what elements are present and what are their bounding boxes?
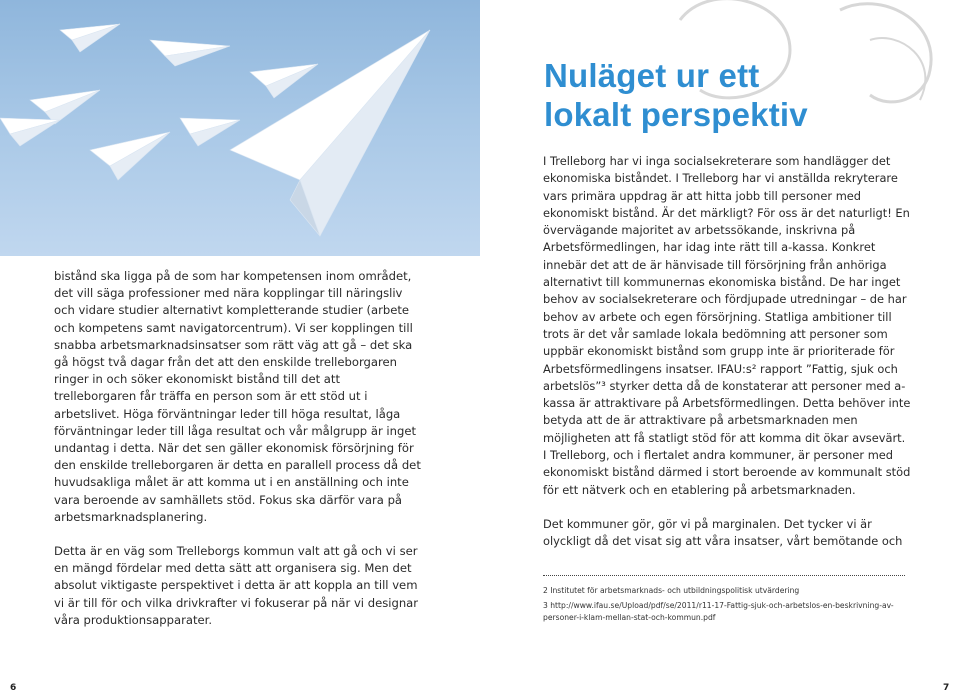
title-line-1: Nuläget ur ett	[544, 57, 760, 94]
page-number-right: 7	[943, 683, 950, 693]
right-paragraph-2: Det kommuner gör, gör vi på marginalen. Det tycker vi är olyckligt då det visat sig att våra insatser, vårt bemötande och	[543, 516, 903, 549]
paper-planes-photo	[0, 0, 480, 256]
right-paragraph-1: I Trelleborg har vi inga socialsekreterare som handlägger det ekonomiska biståndet. I Trelleborg har vi anställda rekryterare vars primära uppdrag är att hitta jobb till personer med ekonomiskt bistånd. Är det märkligt? För oss är det naturligt! En övervägande majoritet av arbetssökande, inskrivna på Arbetsförmedlingen, har idag inte rätt till a-kassa. Konkret innebär det att de är hänvisade till försörjning från anhöriga alternativt till kommunernas ekonomiska bistånd. De har inget behov av socialsekreterare och fördjupade utredningar – de har behov av arbete och egen försörjning. Statliga ambitioner till trots är det vår samlade lokala bedömning att personer som uppbär ekonomiskt bistånd som grupp inte är prioriterade för Arbetsförmedlingens insatser. IFAU:s² rapport ”Fattig, sjuk och arbetslös”³ styrker detta då de konstaterar att personer med a-kassa är attraktivare på Arbetsförmedlingen. Detta behöver inte betyda att de är attraktivare på arbetsmarknaden men möjligheten att få statligt stöd för att komma dit ökar avsevärt. I Trelleborg, och i flertalet andra kommuner, är personer med ekonomiskt bistånd därmed i stort beroende av kommunalt stöd för ett nätverk och en etablering på arbetsmarknaden.	[543, 154, 911, 497]
footnotes	[543, 585, 923, 627]
footnote-divider	[543, 575, 905, 576]
page-title	[544, 56, 808, 134]
footnote-2: 2 Institutet för arbetsmarknads- och utbildningspolitisk utvärdering	[543, 586, 800, 595]
right-column	[543, 153, 911, 551]
title-line-2: lokalt perspektiv	[544, 96, 808, 133]
footnote-3: 3 http://www.ifau.se/Upload/pdf/se/2011/r11-17-Fattig-sjuk-och-arbetslos-en-beskrivning-av-personer-i-klam-mellan-stat-och-kommun.pdf	[543, 601, 894, 622]
left-paragraph-2: Detta är en väg som Trelleborgs kommun valt att gå och vi ser en mängd fördelar med detta sätt att organisera sig. Men det absolut viktigaste perspektivet i detta är att koppla an till vem vi är till för och vilka drivkrafter vi fokuserar på när vi designar våra produktionsapparater.	[54, 544, 419, 627]
paper-plane-icon	[0, 0, 480, 256]
left-paragraph-1: bistånd ska ligga på de som har kompetensen inom området, det vill säga professioner med nära kopplingar till näringsliv och vidare studier alternativt kompletterande studier (arbete och kompetens samt navigatorcentrum). Vi ser kopplingen till snabba arbetsmarknadsinsatser som rätt väg att gå – det ska gå högst två dagar från det att den enskilde trelleborgaren ringer in och söker ekonomiskt bistånd till det att trelleborgaren får träffa en person som är ett stöd ut i arbetslivet. Höga förväntningar leder till höga resultat, låga förväntningar leder till låga resultat och vår målgrupp är inget undantag i detta. När det sen gäller ekonomisk försörjning för den enskilde trelleborgaren är detta en parallell process då det huvudsakliga målet är att komma ut i en anställning och inte vara beroende av samhällets stöd. Fokus ska därför vara på arbetsmarknadsplanering.	[54, 269, 421, 524]
left-column	[54, 268, 424, 629]
page-number-left: 6	[10, 683, 17, 693]
